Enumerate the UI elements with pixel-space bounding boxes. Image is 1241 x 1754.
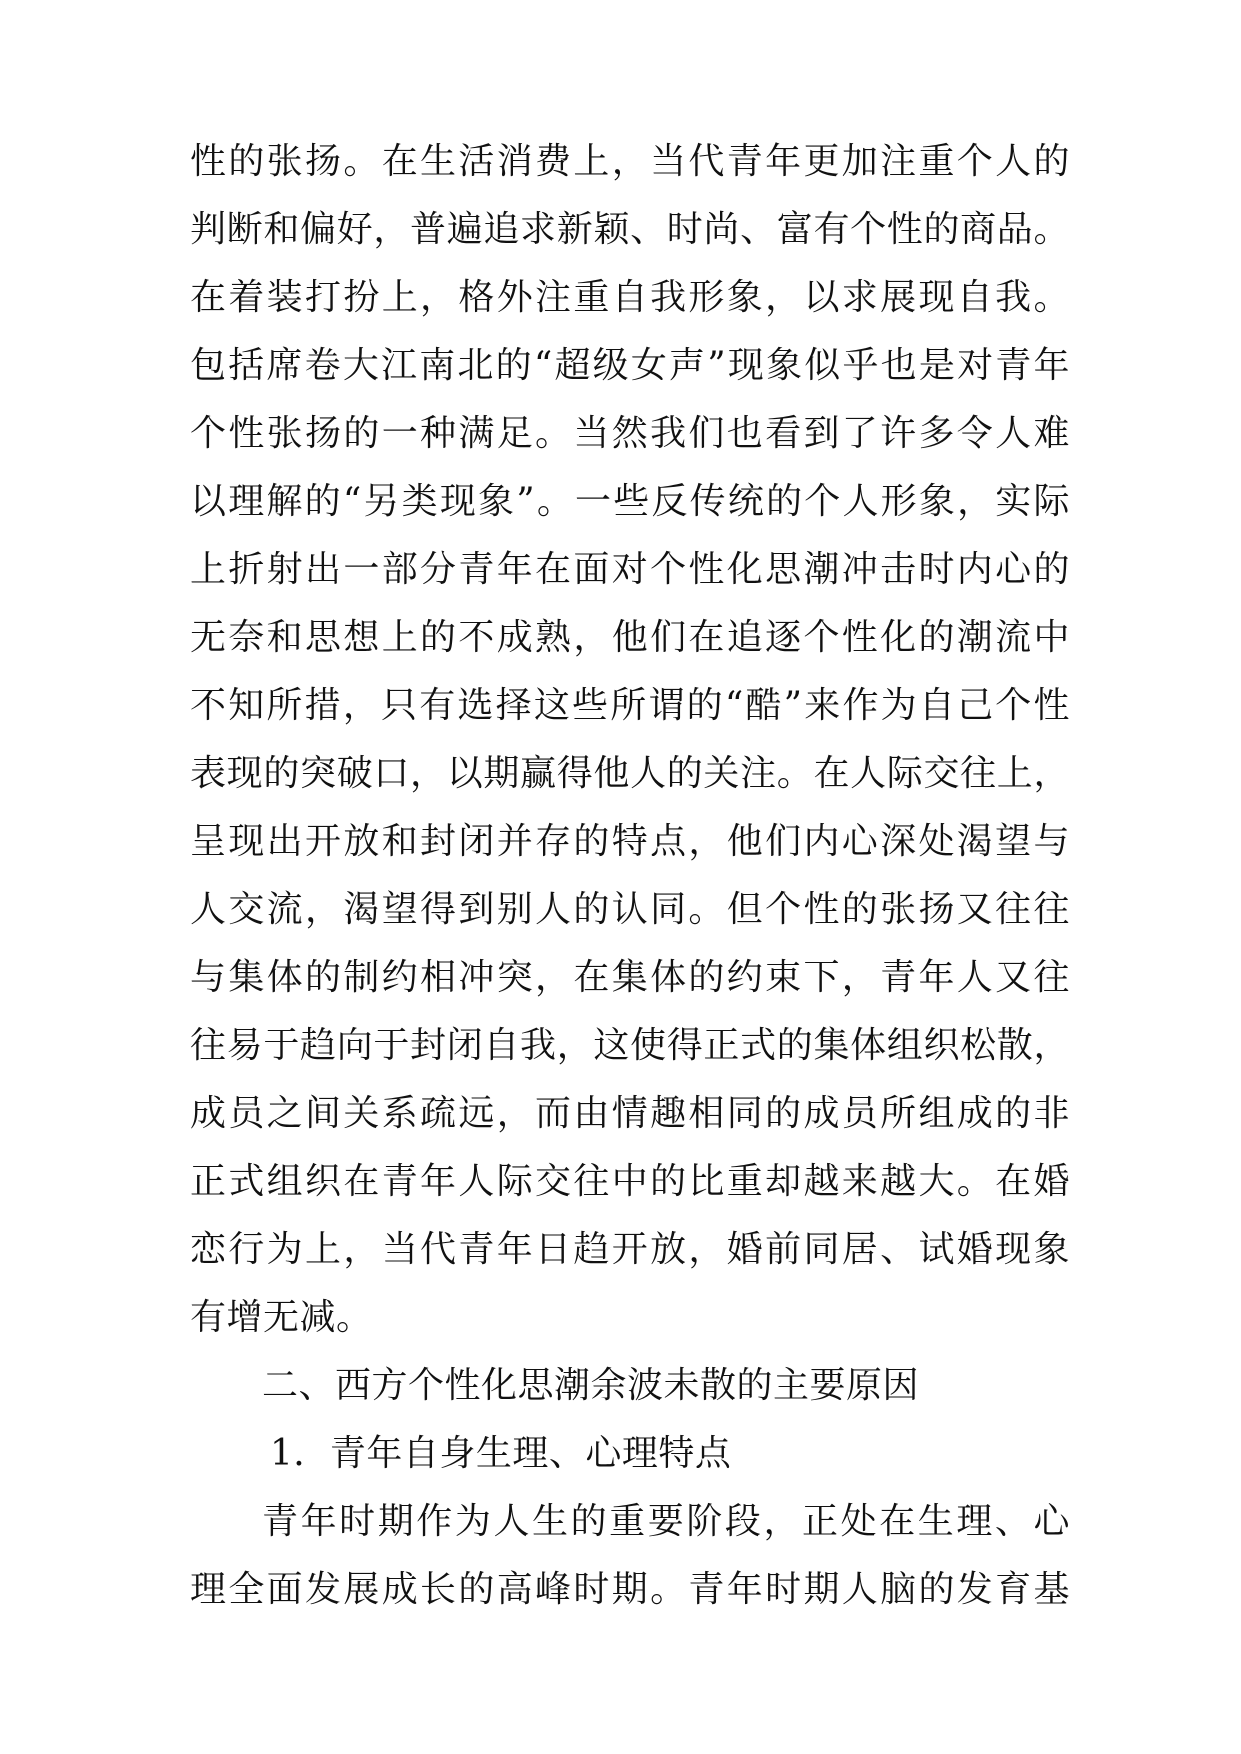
paragraph-line: 表现的突破口，以期赢得他人的关注。在人际交往上， <box>190 753 1070 794</box>
paragraph-line: 以理解的“另类现象”。一些反传统的个人形象，实际 <box>190 481 1070 522</box>
paragraph-line: 有增无减。 <box>190 1297 373 1338</box>
paragraph-line: 理全面发展成长的高峰时期。青年时期人脑的发育基 <box>190 1569 1070 1610</box>
paragraph-line: 青年时期作为人生的重要阶段，正处在生理、心 <box>262 1501 1070 1542</box>
subsection-heading: 1．青年自身生理、心理特点 <box>270 1433 732 1474</box>
paragraph-line: 呈现出开放和封闭并存的特点，他们内心深处渴望与 <box>190 821 1070 862</box>
paragraph-line: 成员之间关系疏远，而由情趣相同的成员所组成的非 <box>190 1093 1070 1134</box>
paragraph-line: 判断和偏好，普遍追求新颖、时尚、富有个性的商品。 <box>190 209 1070 250</box>
paragraph-line: 性的张扬。在生活消费上，当代青年更加注重个人的 <box>190 141 1070 182</box>
paragraph-line: 上折射出一部分青年在面对个性化思潮冲击时内心的 <box>190 549 1070 590</box>
paragraph-line: 往易于趋向于封闭自我，这使得正式的集体组织松散， <box>190 1025 1070 1066</box>
paragraph-line: 人交流，渴望得到别人的认同。但个性的张扬又往往 <box>190 889 1070 930</box>
paragraph-line: 正式组织在青年人际交往中的比重却越来越大。在婚 <box>190 1161 1070 1202</box>
section-heading: 二、西方个性化思潮余波未散的主要原因 <box>262 1365 920 1406</box>
paragraph-line: 包括席卷大江南北的“超级女声”现象似乎也是对青年 <box>190 345 1070 386</box>
paragraph-line: 恋行为上，当代青年日趋开放，婚前同居、试婚现象 <box>190 1229 1070 1270</box>
paragraph-line: 个性张扬的一种满足。当然我们也看到了许多令人难 <box>190 413 1070 454</box>
paragraph-line: 在着装打扮上，格外注重自我形象，以求展现自我。 <box>190 277 1070 318</box>
paragraph-line: 无奈和思想上的不成熟，他们在追逐个性化的潮流中 <box>190 617 1070 658</box>
paragraph-line: 不知所措，只有选择这些所谓的“酷”来作为自己个性 <box>190 685 1070 726</box>
paragraph-line: 与集体的制约相冲突，在集体的约束下，青年人又往 <box>190 957 1070 998</box>
